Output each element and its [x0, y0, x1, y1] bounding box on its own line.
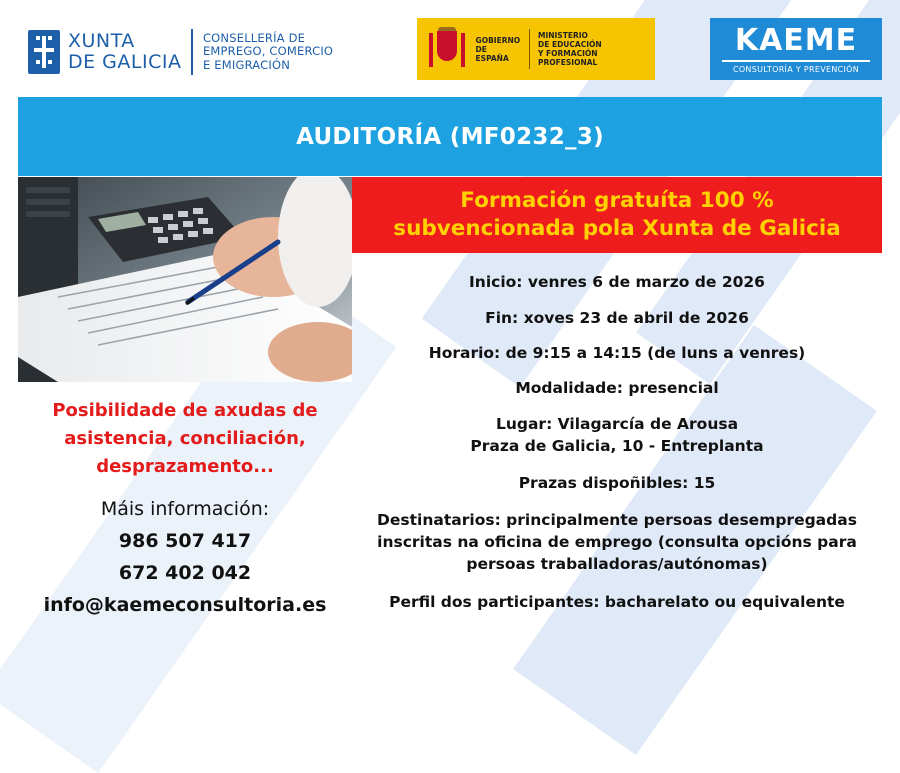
phone-2[interactable]: 672 402 042	[118, 562, 252, 584]
detail-destinatarios-line2: inscritas na oficina de emprego (consulta opcións para	[377, 533, 857, 551]
axudas-line3: desprazamento...	[96, 456, 274, 477]
ministerio-line2: DE EDUCACIÓN	[537, 40, 602, 49]
detail-lugar-line2: Praza de Galicia, 10 - Entreplanta	[470, 437, 764, 455]
gobierno-line2: DE ESPAÑA	[475, 44, 509, 63]
department-name	[203, 32, 333, 73]
ministerio-line3: Y FORMACIÓN PROFESIONAL	[537, 49, 598, 67]
axudas-line1: Posibilidade de axudas de	[52, 400, 318, 421]
title-bar	[18, 97, 882, 176]
gobierno-line1: GOBIERNO	[475, 35, 521, 45]
detail-horario: Horario: de 9:15 a 14:15 (de luns a venres)	[428, 344, 806, 362]
kaeme-divider	[722, 60, 870, 62]
xunta-shield-icon	[28, 30, 60, 74]
department-line3: E EMIGRACIÓN	[202, 57, 291, 72]
ministerio-text	[538, 31, 655, 67]
detail-perfil: Perfil dos participantes: bacharelato ou equivalente	[389, 593, 845, 611]
department-line1: CONSELLERÍA DE	[202, 30, 306, 45]
xunta-name-line2: DE GALICIA	[68, 51, 182, 73]
detail-modalidade: Modalidade: presencial	[515, 379, 719, 397]
detail-lugar-line1: Lugar: Vilagarcía de Arousa	[495, 415, 739, 433]
gobierno-text	[476, 36, 521, 63]
spain-coat-of-arms-icon	[427, 27, 466, 71]
detail-destinatarios-line3: persoas traballadoras/autónomas)	[466, 555, 768, 573]
more-info-label: Máis información:	[100, 498, 270, 520]
gobierno-divider	[529, 29, 530, 69]
phone-1[interactable]: 986 507 417	[118, 530, 252, 552]
banner-line1: Formación gratuíta 100 %	[460, 188, 774, 213]
ministerio-line1: MINISTERIO	[537, 31, 588, 40]
free-training-banner	[352, 177, 882, 253]
kaeme-logo	[710, 18, 882, 80]
banner-line2: subvencionada pola Xunta de Galicia	[393, 216, 841, 241]
xunta-logo	[28, 28, 333, 76]
axudas-notice	[18, 397, 352, 481]
contact-email[interactable]: info@kaemeconsultoria.es	[43, 594, 327, 616]
kaeme-tagline: CONSULTORÍA Y PREVENCIÓN	[732, 64, 860, 74]
detail-inicio: Inicio: venres 6 de marzo de 2026	[469, 273, 765, 291]
detail-destinatarios-line1: Destinatarios: principalmente persoas desempregadas	[377, 511, 857, 529]
department-line2: EMPREGO, COMERCIO	[202, 44, 334, 59]
detail-fin: Fin: xoves 23 de abril de 2026	[485, 309, 749, 327]
xunta-divider	[191, 29, 193, 75]
xunta-name	[68, 31, 181, 73]
axudas-line2: asistencia, conciliación,	[64, 428, 306, 449]
gobierno-logo	[417, 18, 655, 80]
course-title: AUDITORÍA (MF0232_3)	[296, 123, 604, 150]
calculator-document-pen-photo	[18, 177, 352, 382]
kaeme-name: KAEME	[734, 23, 858, 58]
detail-prazas: Prazas dispoñibles: 15	[518, 474, 716, 492]
xunta-name-line1: XUNTA	[68, 30, 135, 52]
